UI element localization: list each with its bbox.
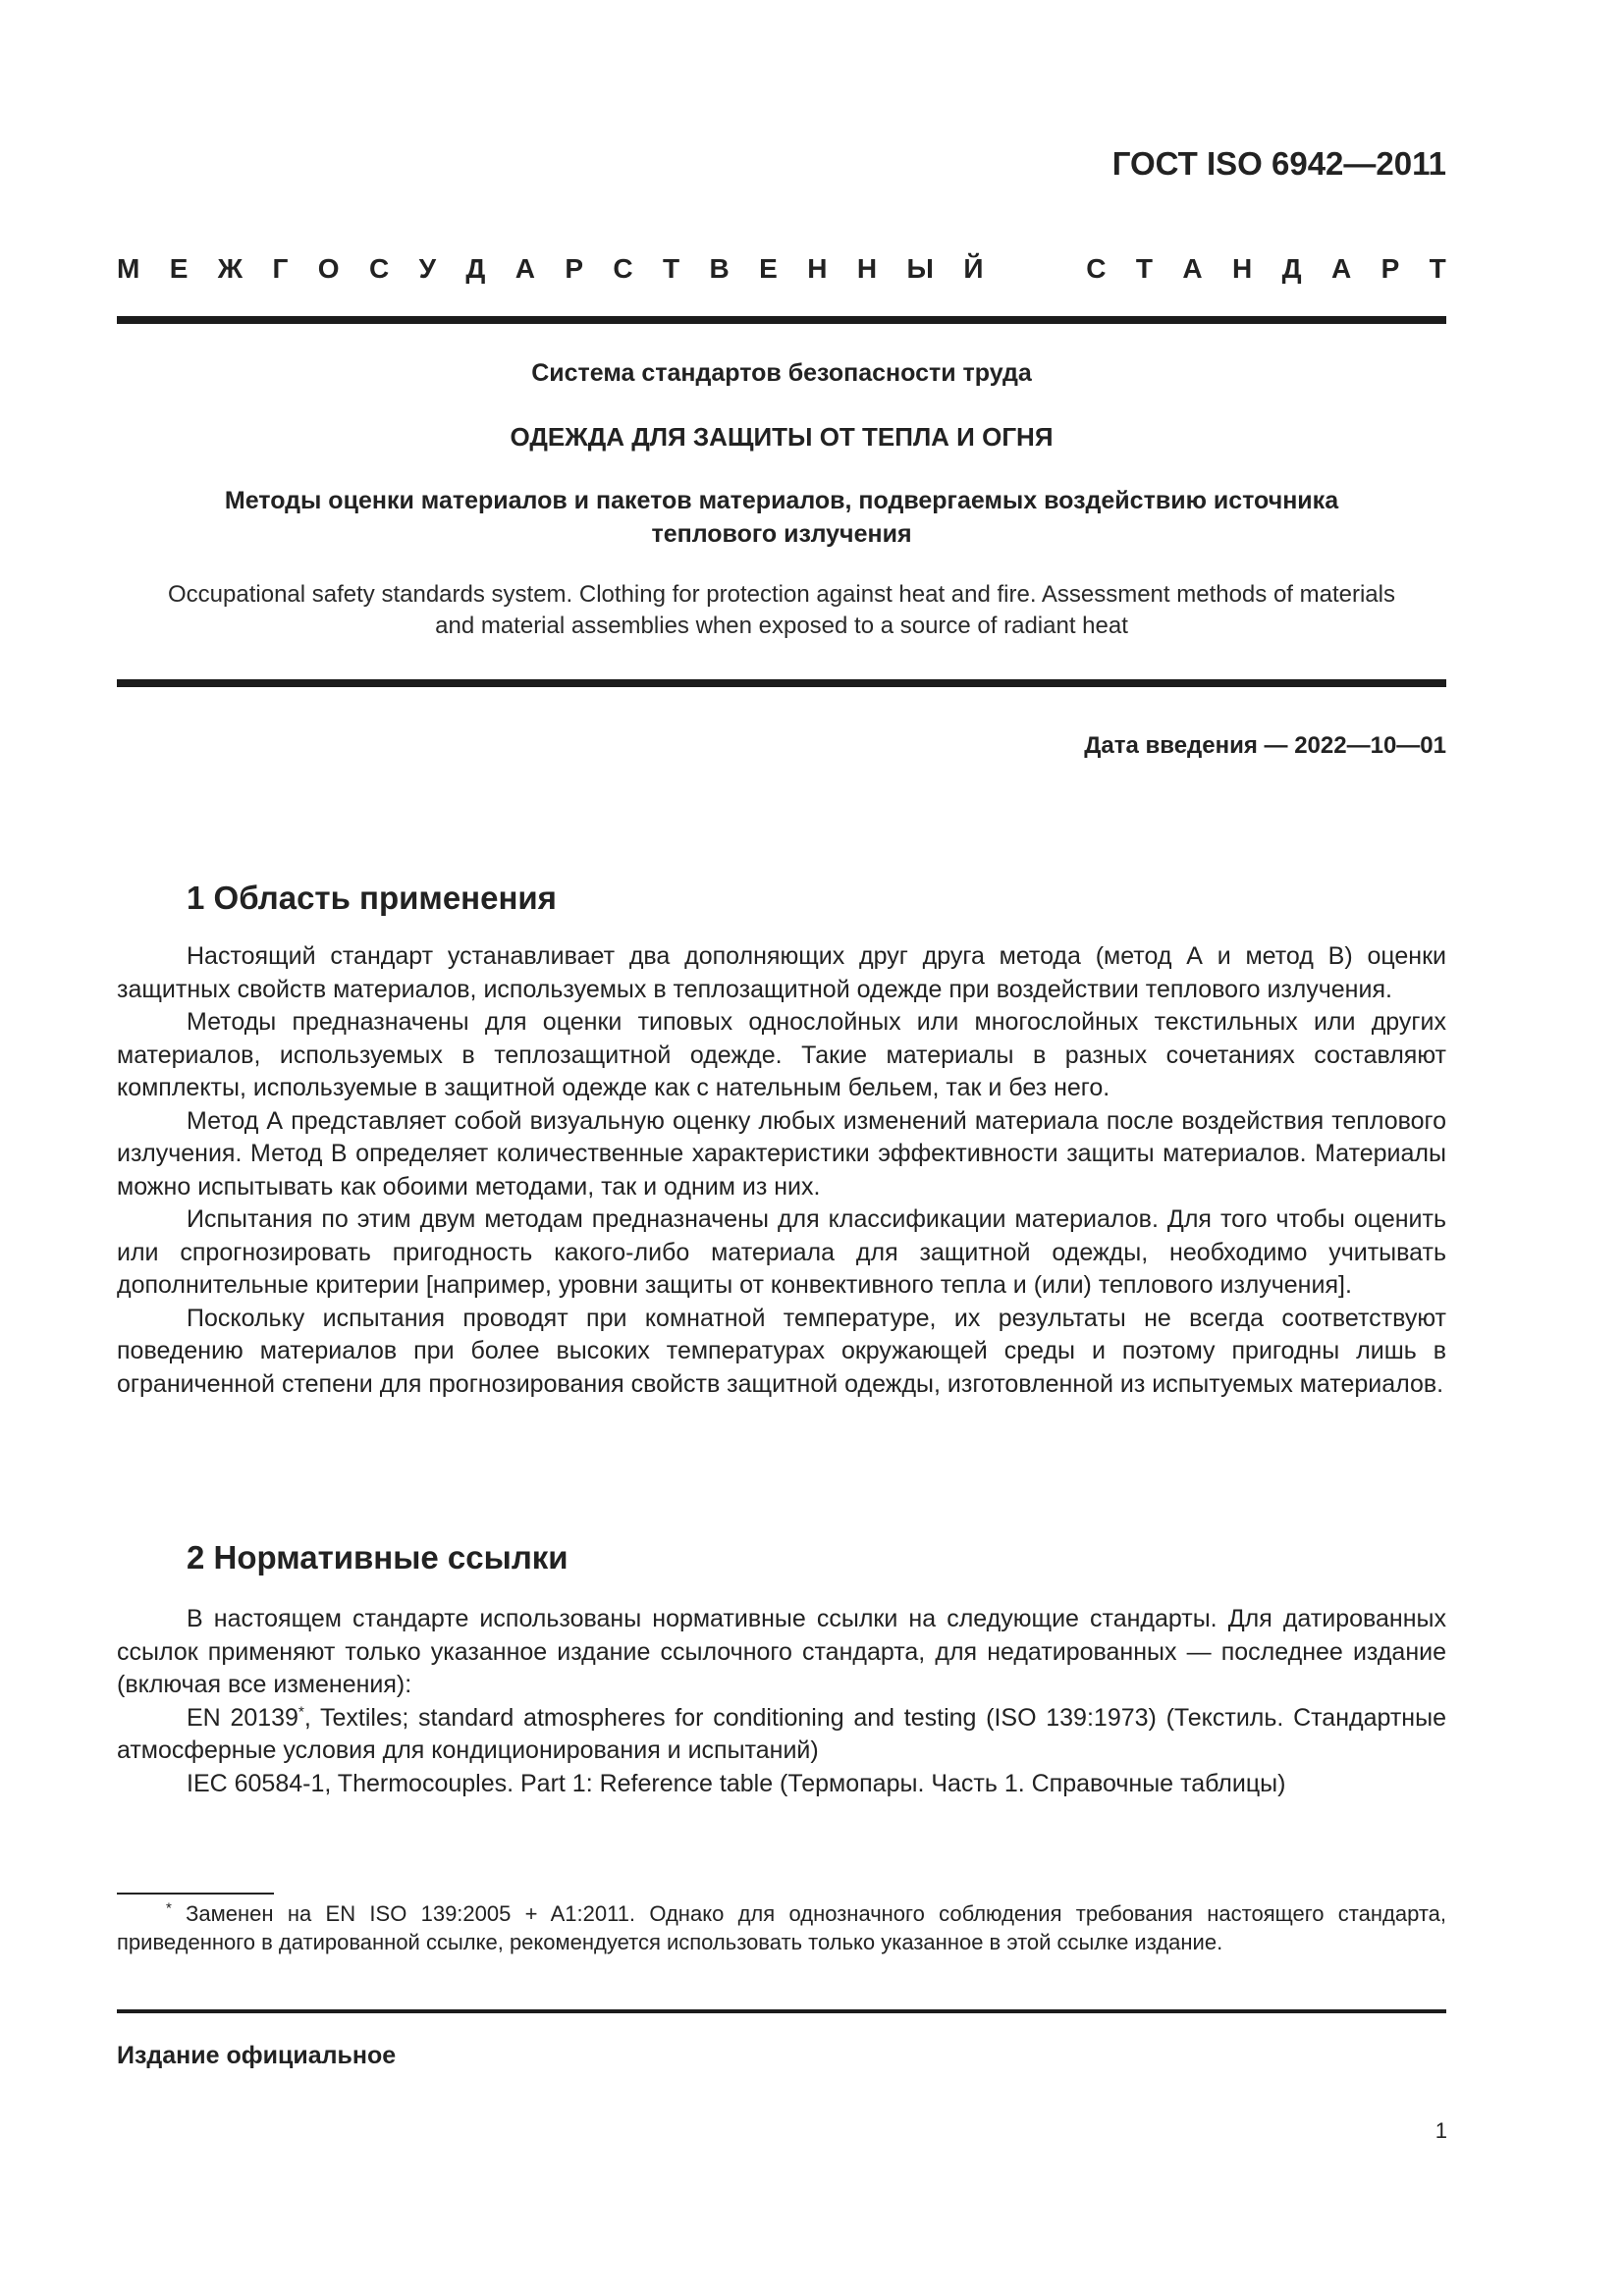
heading-letter: О (317, 253, 340, 284)
heading-letter: С (613, 253, 633, 284)
footnote-divider (117, 1893, 274, 1895)
english-title-line: and material assemblies when exposed to a source of radiant heat (435, 613, 1128, 639)
paragraph: Настоящий стандарт устанавливает два дополняющих друг друга метода (метод А и метод В) оценки защитных свойств материалов, используемых в теплозащитной одежде при воздействии теплового излучения. (117, 942, 1446, 1003)
heading-letter: Д (465, 253, 486, 284)
title-divider (117, 679, 1446, 687)
heading-letter: Е (759, 253, 778, 284)
heading-letter: Н (856, 253, 878, 284)
document-subtitle (117, 484, 1446, 551)
reference-item (117, 1702, 1446, 1768)
paragraph: Испытания по этим двум методам предназначены для классификации материалов. Для того чтобы оценить или спрогнозировать пригодность какого-либо материала для защитной одежды, необходимо учитывать дополнительные критерии [например, уровни защиты от конвективного тепла и (или) теплового излучения]. (117, 1205, 1446, 1299)
heading-letter: Н (1231, 253, 1253, 284)
reference-item: IEC 60584-1, Thermocouples. Part 1: Reference table (Термопары. Часть 1. Справочные таблицы) (187, 1769, 1286, 1797)
heading-letter: Т (663, 253, 680, 284)
document-title: ОДЕЖДА ДЛЯ ЗАЩИТЫ ОТ ТЕПЛА И ОГНЯ (510, 422, 1054, 452)
heading-letter: Й (963, 253, 984, 284)
subtitle-line: Методы оценки материалов и пакетов материалов, подвергаемых воздействию источника (224, 487, 1339, 514)
subtitle-line: теплового излучения (651, 520, 912, 548)
heading-letter: У (418, 253, 436, 284)
heading-letter: Ы (906, 253, 934, 284)
paragraph: Метод А представляет собой визуальную оценку любых изменений материала после воздействия теплового излучения. Метод В определяет количественные характеристики эффективности защиты материалов. Материалы можно испытывать как обоими методами, так и одним из них. (117, 1106, 1446, 1201)
reference-code: EN 20139 (187, 1703, 298, 1732)
heading-letter: Т (1429, 253, 1446, 284)
heading-letter: Р (1380, 253, 1400, 284)
heading-letter: Г (272, 253, 289, 284)
footnote-text: Заменен на EN ISO 139:2005 + A1:2011. Однако для однозначного соблюдения требования настоящего стандарта, приведенного в датированной ссылке, рекомендуется использовать только указанное в этой ссылке издание. (117, 1901, 1446, 1954)
document-number: ГОСТ ISO 6942—2011 (1111, 145, 1446, 182)
heading-letter: В (709, 253, 730, 284)
heading-letter: А (1182, 253, 1203, 284)
heading-letter: Ж (217, 253, 244, 284)
official-edition-label: Издание официальное (117, 2042, 397, 2069)
heading-letter: А (514, 253, 535, 284)
section-1-heading: 1 Область применения (187, 880, 557, 916)
heading-letter: А (1330, 253, 1352, 284)
top-divider (117, 316, 1446, 324)
heading-letter: М (117, 253, 140, 284)
footnote (117, 1899, 1446, 1956)
heading-letter: Д (1281, 253, 1302, 284)
reference-text: , Textiles; standard atmospheres for conditioning and testing (ISO 139:1973) (Текстиль. Стандартные атмосферные условия для кондиционирования и испытаний) (117, 1703, 1446, 1764)
section-2-body (117, 1603, 1446, 1800)
paragraph: Поскольку испытания проводят при комнатной температуре, их результаты не всегда соответствуют поведению материалов при более высоких температурах окружающей среды и поэтому пригодны лишь в ограниченной степени для прогнозирования свойств защитной одежды, изготовленной из испытуемых материалов. (117, 1304, 1446, 1398)
section-2-heading: 2 Нормативные ссылки (187, 1539, 568, 1575)
section-1-body (117, 940, 1446, 1401)
system-title: Система стандартов безопасности труда (531, 359, 1032, 387)
footer-divider (117, 2009, 1446, 2013)
heading-letter: С (368, 253, 390, 284)
standard-type-heading (117, 253, 1446, 285)
heading-letter: Т (1135, 253, 1153, 284)
footnote-marker: * (166, 1899, 172, 1917)
heading-letter: Р (565, 253, 584, 284)
heading-letter: Е (169, 253, 189, 284)
paragraph: В настоящем стандарте использованы нормативные ссылки на следующие стандарты. Для датированных ссылок применяют только указанное издание ссылочного стандарта, для недатированных — последнее издание (включая все изменения): (117, 1605, 1446, 1698)
english-title-line: Occupational safety standards system. Clothing for protection against heat and fire. Assessment methods of materials (168, 581, 1395, 608)
paragraph: Методы предназначены для оценки типовых однослойных или многослойных текстильных или других материалов, используемых в теплозащитной одежде. Такие материалы в разных сочетаниях составляют комплекты, используемые в защитной одежде как с нательным бельем, так и без него. (117, 1008, 1446, 1101)
heading-letter: С (1086, 253, 1107, 284)
word-gap (1013, 253, 1056, 285)
english-title (117, 579, 1446, 642)
page-number: 1 (1435, 2118, 1447, 2143)
introduction-date: Дата введения — 2022—10—01 (1084, 732, 1446, 759)
footnote-marker: * (298, 1703, 304, 1721)
heading-letter: Н (807, 253, 828, 284)
